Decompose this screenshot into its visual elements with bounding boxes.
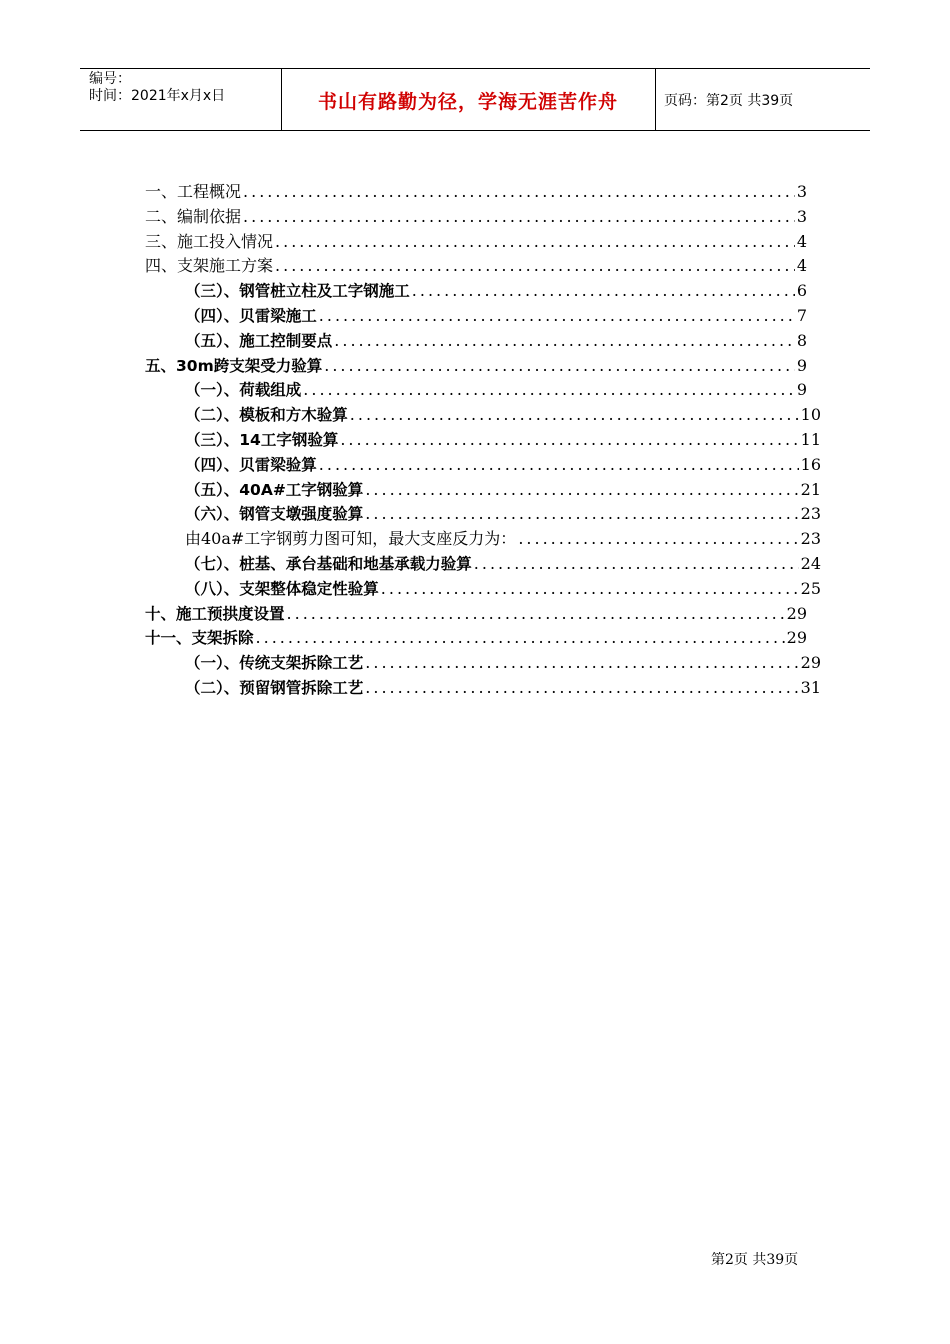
toc-entry-title: （四）、贝雷梁施工	[185, 306, 317, 325]
toc-entry-title: 四、支架施工方案	[145, 256, 274, 276]
toc-dot-leader	[256, 626, 785, 651]
toc-dot-leader	[381, 577, 799, 602]
toc-entry[interactable]	[145, 478, 821, 503]
toc-dot-leader	[243, 205, 795, 230]
toc-dot-leader	[474, 552, 799, 577]
toc-entry-page: 9	[796, 380, 807, 400]
toc-entry[interactable]	[145, 279, 807, 304]
toc-entry[interactable]	[145, 329, 807, 354]
toc-entry[interactable]	[145, 602, 807, 627]
toc-entry[interactable]	[145, 205, 807, 230]
toc-entry-title: （二）、预留钢管拆除工艺	[185, 678, 364, 697]
header-motto-cell	[281, 69, 656, 130]
toc-entry[interactable]	[145, 180, 807, 205]
header-motto: 书山有路勤为径，学海无涯苦作舟	[317, 91, 618, 113]
toc-entry-title: （三）、钢管桩立柱及工字钢施工	[185, 282, 410, 301]
toc-entry-title: 由40a#工字钢剪力图可知，最大支座反力为：	[185, 529, 517, 549]
toc-entry-page: 6	[796, 281, 807, 301]
toc-entry-page: 7	[796, 305, 807, 325]
toc-entry-page: 29	[786, 603, 807, 623]
toc-entry-page: 9	[796, 355, 807, 375]
toc-entry[interactable]	[145, 403, 821, 428]
toc-dot-leader	[324, 354, 795, 379]
toc-entry-page: 25	[800, 578, 821, 598]
document-date-label: 时间：2021年x月x日	[89, 88, 226, 104]
toc-entry[interactable]	[145, 453, 821, 478]
toc-entry-page: 29	[800, 653, 821, 673]
toc-dot-leader	[365, 651, 798, 676]
toc-entry-title: （三）、14工字钢验算	[185, 430, 339, 449]
toc-dot-leader	[365, 478, 798, 503]
toc-entry[interactable]	[145, 354, 807, 379]
toc-entry-page: 23	[800, 504, 821, 524]
toc-dot-leader	[303, 378, 795, 403]
toc-dot-leader	[365, 676, 798, 701]
toc-dot-leader	[319, 453, 799, 478]
toc-entry-title: （六）、钢管支墩强度验算	[185, 505, 364, 524]
toc-dot-leader	[334, 329, 795, 354]
toc-entry-page: 24	[800, 553, 821, 573]
toc-entry-title: （八）、支架整体稳定性验算	[185, 579, 379, 598]
toc-dot-leader	[319, 304, 795, 329]
toc-entry[interactable]	[145, 527, 821, 552]
toc-entry-title: （二）、模板和方木验算	[185, 406, 348, 425]
toc-entry[interactable]	[145, 651, 821, 676]
toc-entry[interactable]	[145, 378, 807, 403]
toc-entry-title: （四）、贝雷梁验算	[185, 455, 317, 474]
toc-entry-page: 4	[796, 231, 807, 251]
toc-entry[interactable]	[145, 428, 821, 453]
toc-entry-title: 二、编制依据	[145, 206, 242, 226]
toc-dot-leader	[350, 403, 799, 428]
toc-dot-leader	[275, 254, 795, 279]
toc-entry-page: 11	[800, 429, 821, 449]
header-page-cell	[655, 69, 870, 130]
toc-entry[interactable]	[145, 676, 821, 701]
toc-entry[interactable]	[145, 230, 807, 255]
page-footer-number: 第2页 共39页	[711, 1252, 799, 1268]
page-header	[80, 68, 870, 131]
toc-dot-leader	[518, 527, 798, 552]
table-of-contents	[145, 180, 821, 701]
toc-entry[interactable]	[145, 552, 821, 577]
toc-entry-title: 十一、支架拆除	[145, 629, 254, 648]
toc-entry[interactable]	[145, 502, 821, 527]
toc-entry-title: 十、施工预拱度设置	[145, 604, 285, 623]
toc-entry-title: （一）、荷载组成	[185, 381, 302, 400]
toc-entry-page: 31	[800, 677, 821, 697]
toc-dot-leader	[340, 428, 798, 453]
toc-entry[interactable]	[145, 577, 821, 602]
toc-entry-page: 8	[796, 330, 807, 350]
toc-entry-page: 10	[800, 405, 821, 425]
toc-entry-page: 29	[786, 628, 807, 648]
toc-entry-page: 16	[800, 454, 821, 474]
header-meta-cell	[80, 69, 282, 130]
toc-entry[interactable]	[145, 254, 807, 279]
header-page-info: 页码：第2页 共39页	[664, 93, 794, 109]
toc-dot-leader	[365, 502, 798, 527]
document-number-label: 编号：	[89, 71, 131, 87]
toc-dot-leader	[287, 602, 785, 627]
toc-entry[interactable]	[145, 626, 807, 651]
toc-entry-page: 21	[800, 479, 821, 499]
toc-entry-page: 23	[800, 529, 821, 549]
toc-dot-leader	[412, 279, 795, 304]
toc-entry-title: 一、工程概况	[145, 182, 242, 201]
toc-entry-page: 3	[796, 206, 807, 226]
toc-entry-title: （五）、施工控制要点	[185, 331, 333, 350]
toc-dot-leader	[275, 230, 795, 255]
toc-entry-title: （五）、40A#工字钢验算	[185, 480, 364, 499]
toc-entry-title: 五、30m跨支架受力验算	[145, 356, 323, 375]
toc-entry-title: （一）、传统支架拆除工艺	[185, 654, 364, 673]
toc-entry[interactable]	[145, 304, 807, 329]
toc-entry-page: 3	[796, 182, 807, 201]
toc-entry-title: （七）、桩基、承台基础和地基承载力验算	[185, 554, 472, 573]
toc-dot-leader	[243, 180, 795, 205]
toc-entry-page: 4	[796, 256, 807, 276]
toc-entry-title: 三、施工投入情况	[145, 231, 274, 251]
